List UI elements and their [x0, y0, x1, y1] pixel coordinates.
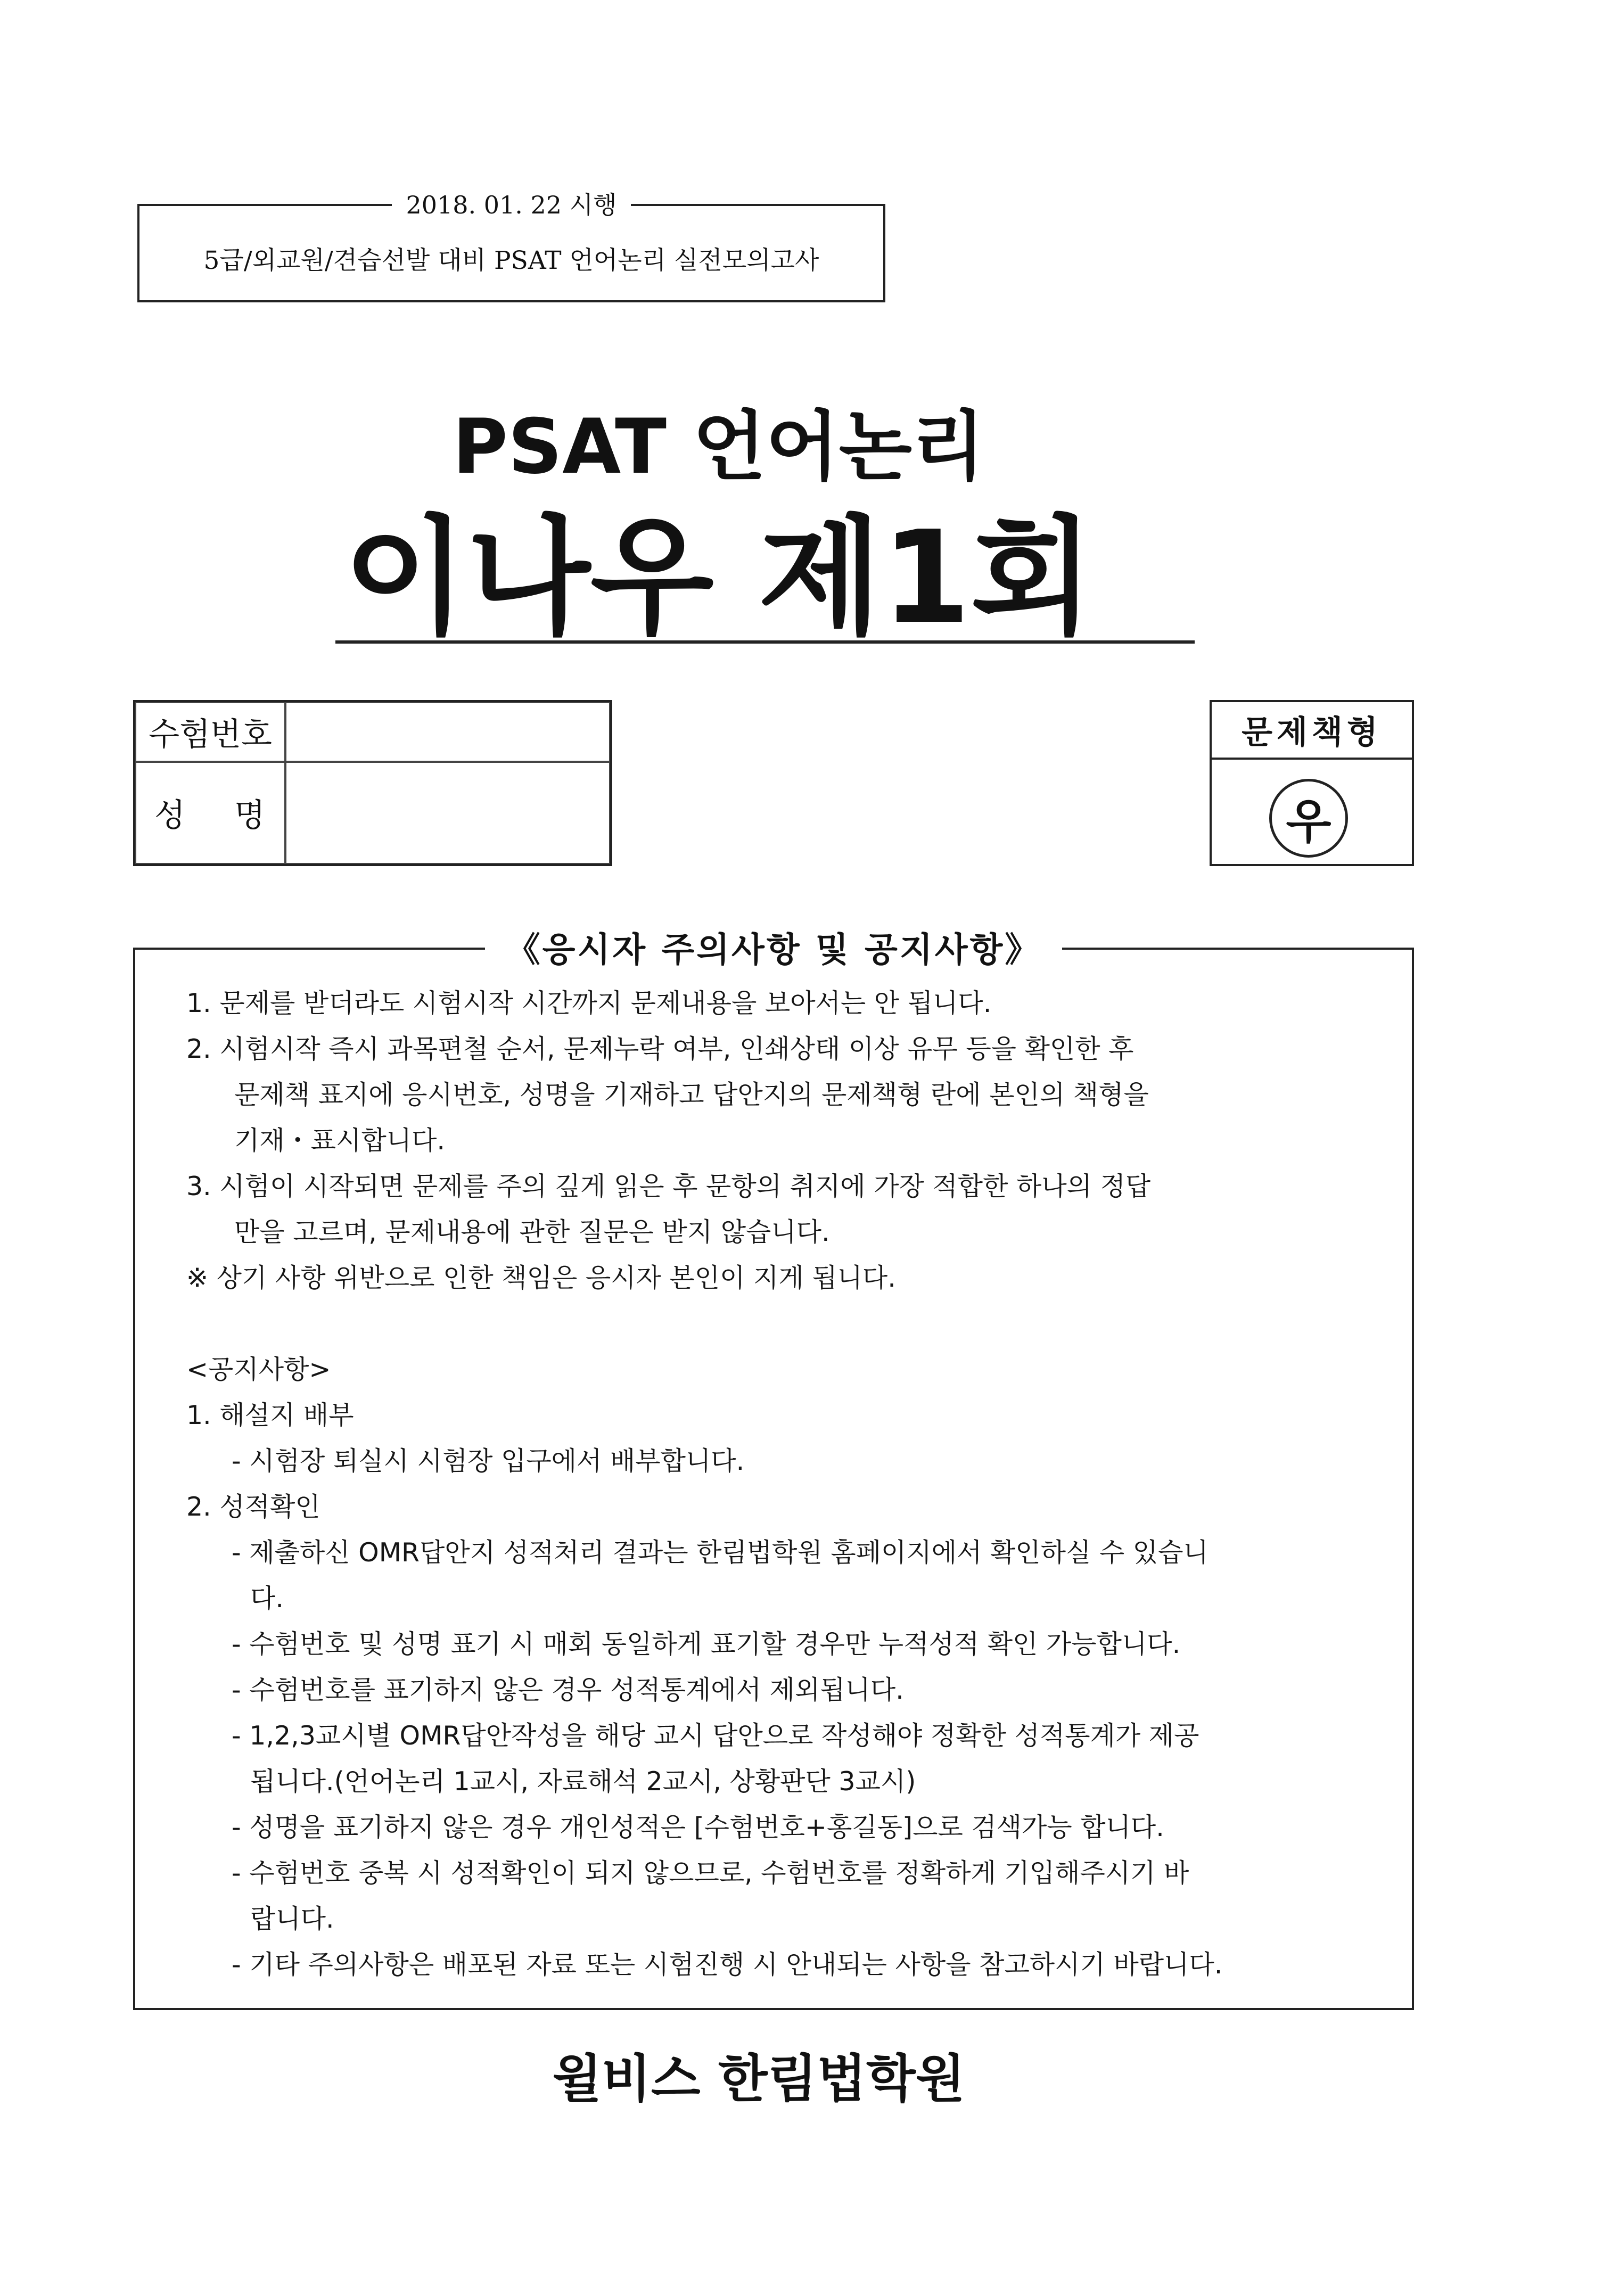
notice-line: 됩니다.(언어논리 1교시, 자료해석 2교시, 상황판단 3교시)	[250, 1766, 916, 1797]
notice-line: <공지사항>	[186, 1354, 331, 1385]
notice-line: - 제출하신 OMR답안지 성적처리 결과는 한림법학원 홈페이지에서 확인하실 수 있습니	[232, 1537, 1209, 1568]
exam-date: 2018. 01. 22 시행	[392, 186, 630, 224]
page-title: PSAT 언어논리	[452, 403, 985, 491]
notice-line: ※ 상기 사항 위반으로 인한 책임은 응시자 본인이 지게 됩니다.	[186, 1263, 896, 1293]
header-date-wrap	[137, 186, 885, 224]
notice-line: 다.	[250, 1583, 284, 1614]
exam-number-label: 수험번호	[135, 702, 285, 762]
notice-line: - 시험장 퇴실시 시험장 입구에서 배부합니다.	[232, 1446, 745, 1476]
booklet-type-mark: 우	[1269, 779, 1348, 858]
notice-line: 기재・표시합니다.	[234, 1125, 445, 1156]
notice-line: 문제책 표지에 응시번호, 성명을 기재하고 답안지의 문제책형 란에 본인의 책형을	[234, 1080, 1149, 1110]
notice-title: 《응시자 주의사항 및 공지사항》	[485, 926, 1063, 974]
publisher-name: 윌비스 한림법학원	[552, 2049, 965, 2109]
notice-line: 1. 문제를 받더라도 시험시작 시간까지 문제내용을 보아서는 안 됩니다.	[186, 988, 992, 1018]
notice-line: 2. 성적확인	[186, 1492, 320, 1522]
exam-number-field[interactable]	[285, 702, 610, 762]
notice-line: 만을 고르며, 문제내용에 관한 질문은 받지 않습니다.	[234, 1217, 830, 1247]
notice-line: - 성명을 표기하지 않은 경우 개인성적은 [수험번호+홍길동]으로 검색가능 합니다.	[232, 1812, 1164, 1842]
notice-line: - 1,2,3교시별 OMR답안작성을 해당 교시 답안으로 작성해야 정확한 성적통계가 제공	[232, 1721, 1199, 1751]
notice-line: - 수험번호 및 성명 표기 시 매회 동일하게 표기할 경우만 누적성적 확인 가능합니다.	[232, 1629, 1181, 1659]
notice-line: - 수험번호를 표기하지 않은 경우 성적통계에서 제외됩니다.	[232, 1675, 904, 1705]
examinee-info-table	[133, 700, 612, 866]
name-label-first: 성	[154, 797, 186, 834]
exam-name: 5급/외교원/견습선발 대비 PSAT 언어논리 실전모의고사	[203, 246, 819, 275]
notice-line: 2. 시험시작 즉시 과목편철 순서, 문제누락 여부, 인쇄상태 이상 유무 등을 확인한 후	[186, 1034, 1134, 1064]
notice-line: - 기타 주의사항은 배포된 자료 또는 시험진행 시 안내되는 사항을 참고하시기 바랍니다.	[232, 1949, 1223, 1980]
name-label-second: 명	[234, 797, 266, 834]
notice-title-wrap	[133, 926, 1414, 974]
page-subtitle: 이나우 제1회	[343, 503, 1094, 652]
title-underline	[335, 640, 1195, 644]
booklet-type-label: 문제책형	[1212, 702, 1412, 760]
notice-line: 랍니다.	[250, 1904, 334, 1934]
notice-line: - 수험번호 중복 시 성적확인이 되지 않으므로, 수험번호를 정확하게 기입해주시기 바	[232, 1858, 1189, 1888]
notice-line: 1. 해설지 배부	[186, 1400, 354, 1430]
notice-line: 3. 시험이 시작되면 문제를 주의 깊게 읽은 후 문항의 취지에 가장 적합한 하나의 정답	[186, 1171, 1151, 1202]
name-label	[135, 762, 285, 864]
name-field[interactable]	[285, 762, 610, 864]
